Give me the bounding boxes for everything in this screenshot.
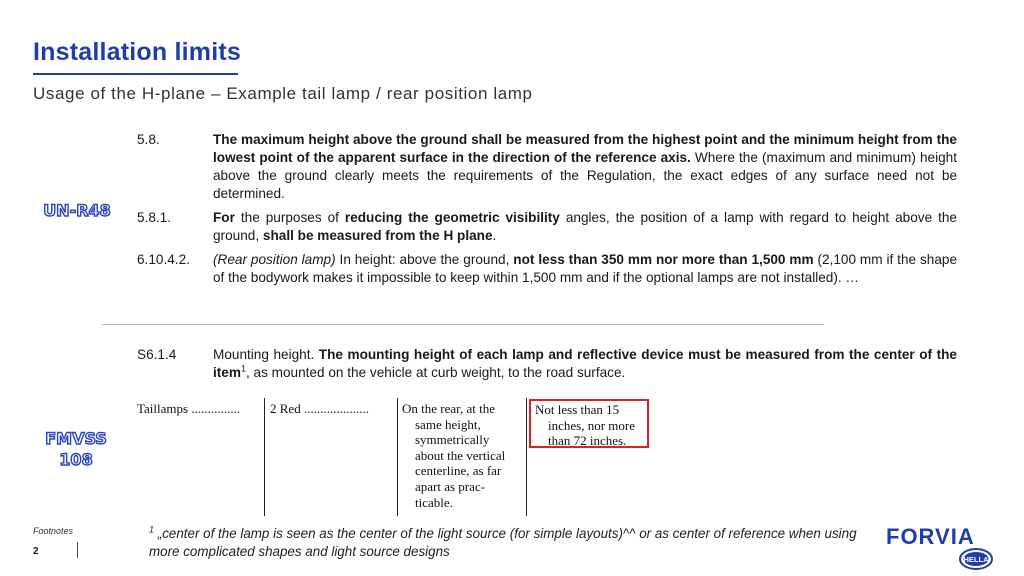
table-divider [397,398,398,516]
clause-bold-text: shall be measured from the H plane [262,228,493,243]
clause-number: 5.8. [137,132,160,147]
clause-rest-text: Where the (maximum and minimum) height above the ground clearly meets the requirements of the Regulation, the exact edges of any surface need not be determined. [213,150,957,201]
table-line: On the rear, at the [402,401,495,416]
fmvss-label-line1: FMVSS [45,429,107,448]
table-line: than 72 inches. [548,433,627,449]
clause-text [213,209,957,245]
page-separator [77,542,78,558]
clause-text [213,346,957,382]
clause-text-part: (2,100 mm if the shape of the bodywork makes it impossible to keep within 1,500 mm and if the optional lamps are not installed). … [213,252,958,285]
table-line: about the vertical [415,447,506,463]
hella-logo [959,548,993,570]
table-line: inches, nor more [548,417,636,433]
table-line: ticable. [415,494,453,510]
clause-text [213,131,957,203]
table-divider [264,398,265,516]
table-cell-height-highlight [529,399,649,448]
clause-text-part: . [492,228,497,243]
footnote-body: „center of the lamp is seen as the center of the light source (for simple layouts)^^ or as center of reference when using more complicated shapes and light source designs [149,526,857,559]
fmvss-table-excerpt [137,398,657,516]
page-title: Installation limits [33,38,241,66]
clause-s6-1-4 [137,346,957,382]
footnote-marker: 1 [149,524,155,535]
table-line: symmetrically [415,432,490,448]
forvia-logo-text: FORVIA [886,524,975,548]
table-line: same height, [415,416,481,432]
clause-bold-text: For [213,210,235,225]
forvia-logo [886,524,992,548]
clause-text-part: , as mounted on the vehicle at curb weight, to the road surface. [245,365,626,380]
fmvss-108-label [38,428,114,470]
clause-5-8-1 [137,209,957,245]
footnote-text [149,525,879,561]
page-subtitle: Usage of the H-plane – Example tail lamp / rear position lamp [33,84,533,103]
clause-italic-text: (Rear position lamp) [213,252,336,267]
footnotes-label: Footnotes [33,526,74,536]
clause-number: 5.8.1. [137,210,172,225]
table-cell-quantity: 2 Red .................... [270,401,369,416]
page-number: 2 [33,546,39,557]
title-underline [33,73,238,75]
footnote-ref: 1 [240,363,246,374]
clause-bold-text: not less than 350 mm nor more than 1,500 mm [513,252,814,267]
table-cell-location [402,401,522,510]
clause-text [213,251,957,287]
clause-number: S6.1.4 [137,347,177,362]
hella-logo-text: HELLA [963,555,989,564]
clause-5-8 [137,131,957,203]
clause-bold-text: The mounting height of each lamp and reflective device must be measured from the center of the item [213,347,957,380]
clause-text-part: In height: above the ground, [335,252,514,267]
table-cell-lamp: Taillamps ............... [137,401,241,416]
clause-bold-text: reducing the geometric visibility [344,210,560,225]
table-divider [526,398,527,516]
clause-6-10-4-2 [137,251,957,287]
clause-number: 6.10.4.2. [137,252,190,267]
fmvss-label-line2: 108 [59,450,93,469]
clause-text-part: the purposes of [234,210,345,225]
clause-text-part: Mounting height. [213,347,319,362]
clause-bold-text: The maximum height above the ground shall be measured from the highest point and the minimum height from the lowest point of the apparent surface in the direction of the reference axis. [213,132,957,165]
un-r48-label: UN-R48 [43,201,111,220]
clause-text-part: angles, the position of a lamp with regard to height above the ground, [213,210,957,243]
section-divider [102,324,824,325]
table-line: Not less than 15 [535,402,620,417]
table-line: apart as prac- [415,478,486,494]
table-line: centerline, as far [415,463,502,479]
